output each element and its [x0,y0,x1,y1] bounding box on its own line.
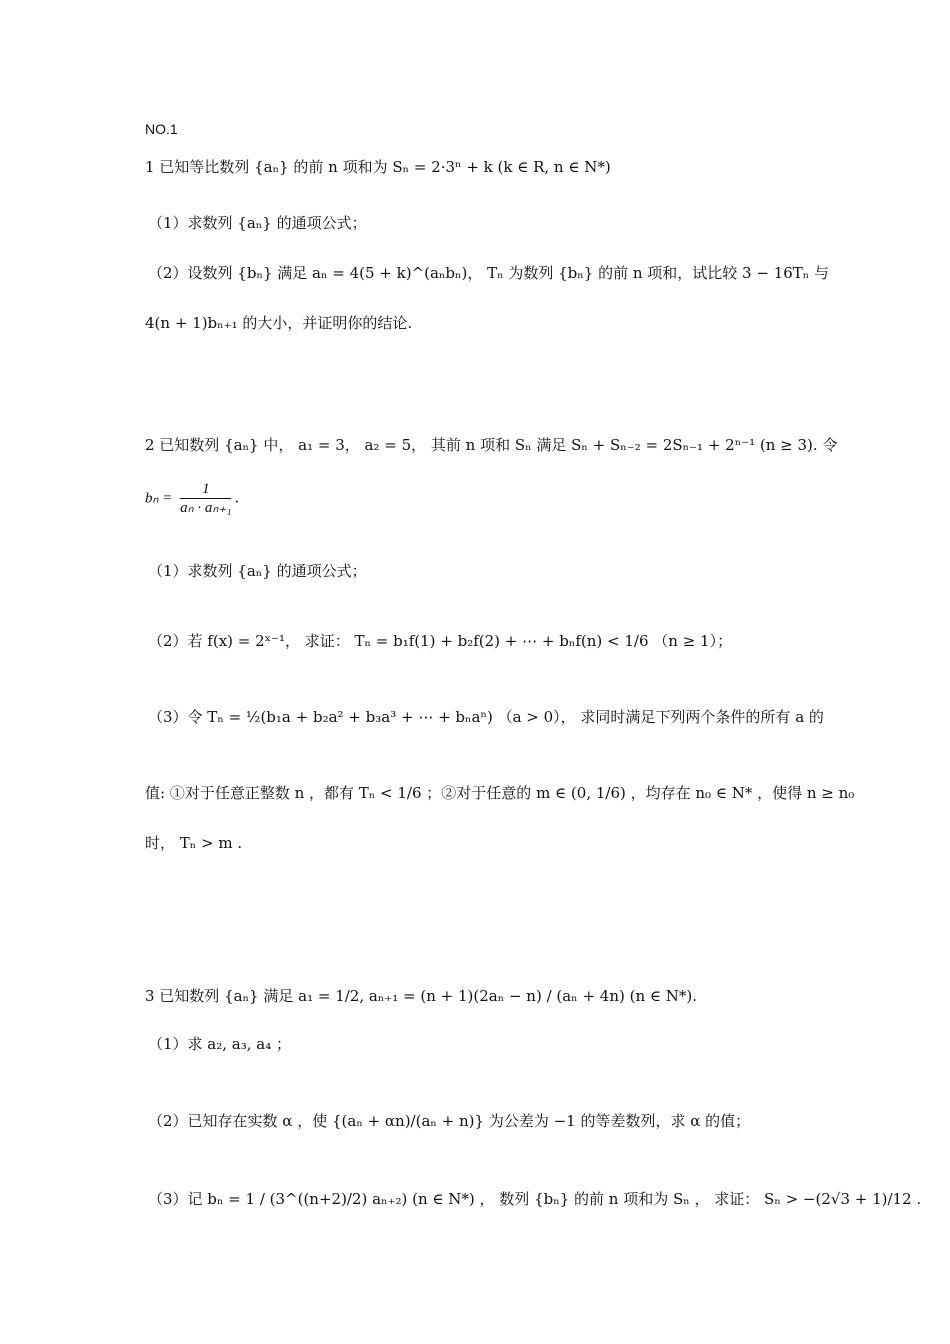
def-numerator: 1 [180,480,231,499]
problem-2-conditions: 值: ①对于任意正整数 n ，都有 Tₙ < 1/6 ；②对于任意的 m ∈ (0, 1/6) ，均存在 n₀ ∈ N* ，使得 n ≥ n₀ [145,784,855,802]
def-fraction [180,480,231,517]
problem-2-part-2: （2）若 f(x) = 2ˣ⁻¹， 求证： Tₙ = b₁f(1) + b₂f(2) + ⋯ + bₙf(n) < 1/6 （n ≥ 1）； [148,632,733,650]
problem-1-part-2: （2）设数列 {bₙ} 满足 aₙ = 4(5 + k)^(aₙbₙ)， Tₙ 为数列 {bₙ} 的前 n 项和，试比较 3 − 16Tₙ 与 [148,264,830,282]
problem-2-part-1: （1）求数列 {aₙ} 的通项公式； [148,562,367,580]
problem-2-part-3: （3）令 Tₙ = ½(b₁a + b₂a² + b₃a³ + ⋯ + bₙaⁿ) （a > 0）， 求同时满足下列两个条件的所有 a 的 [148,708,824,726]
problem-1-stem: 1 已知等比数列 {aₙ} 的前 n 项和为 Sₙ = 2·3ⁿ + k (k ∈ R, n ∈ N*) [145,158,611,176]
problem-3-part-3: （3）记 bₙ = 1 / (3^((n+2)/2) aₙ₊₂) (n ∈ N*) ， 数列 {bₙ} 的前 n 项和为 Sₙ ， 求证： Sₙ > −(2√3 + 1)/12 . [148,1190,922,1208]
problem-1-part-1: （1）求数列 {aₙ} 的通项公式； [148,214,367,232]
problem-2-stem: 2 已知数列 {aₙ} 中， a₁ = 3， a₂ = 5， 其前 n 项和 Sₙ 满足 Sₙ + Sₙ₋₂ = 2Sₙ₋₁ + 2ⁿ⁻¹ (n ≥ 3). 令 [145,436,838,454]
problem-3-part-2: （2）已知存在实数 α ，使 {(aₙ + αn)/(aₙ + n)} 为公差为 −1 的等差数列，求 α 的值； [148,1112,751,1130]
problem-1-part-2-cont: 4(n + 1)bₙ₊₁ 的大小，并证明你的结论. [145,314,413,332]
def-lhs: bₙ = [145,490,173,507]
problem-2-definition: bₙ = $\frac{1}{\text{aₙ · aₙ₊₁}}$ . [145,481,240,516]
def-denominator: aₙ · aₙ₊₁ [180,500,232,516]
problem-3-part-1: （1）求 a₂, a₃, a₄ ； [148,1035,292,1053]
problem-3-stem: 3 已知数列 {aₙ} 满足 a₁ = 1/2, aₙ₊₁ = (n + 1)(2aₙ − n) / (aₙ + 4n) (n ∈ N*). [145,987,697,1005]
section-header: NO.1 [145,121,178,137]
problem-2-conditions-cont: 时， Tₙ > m . [145,834,243,852]
